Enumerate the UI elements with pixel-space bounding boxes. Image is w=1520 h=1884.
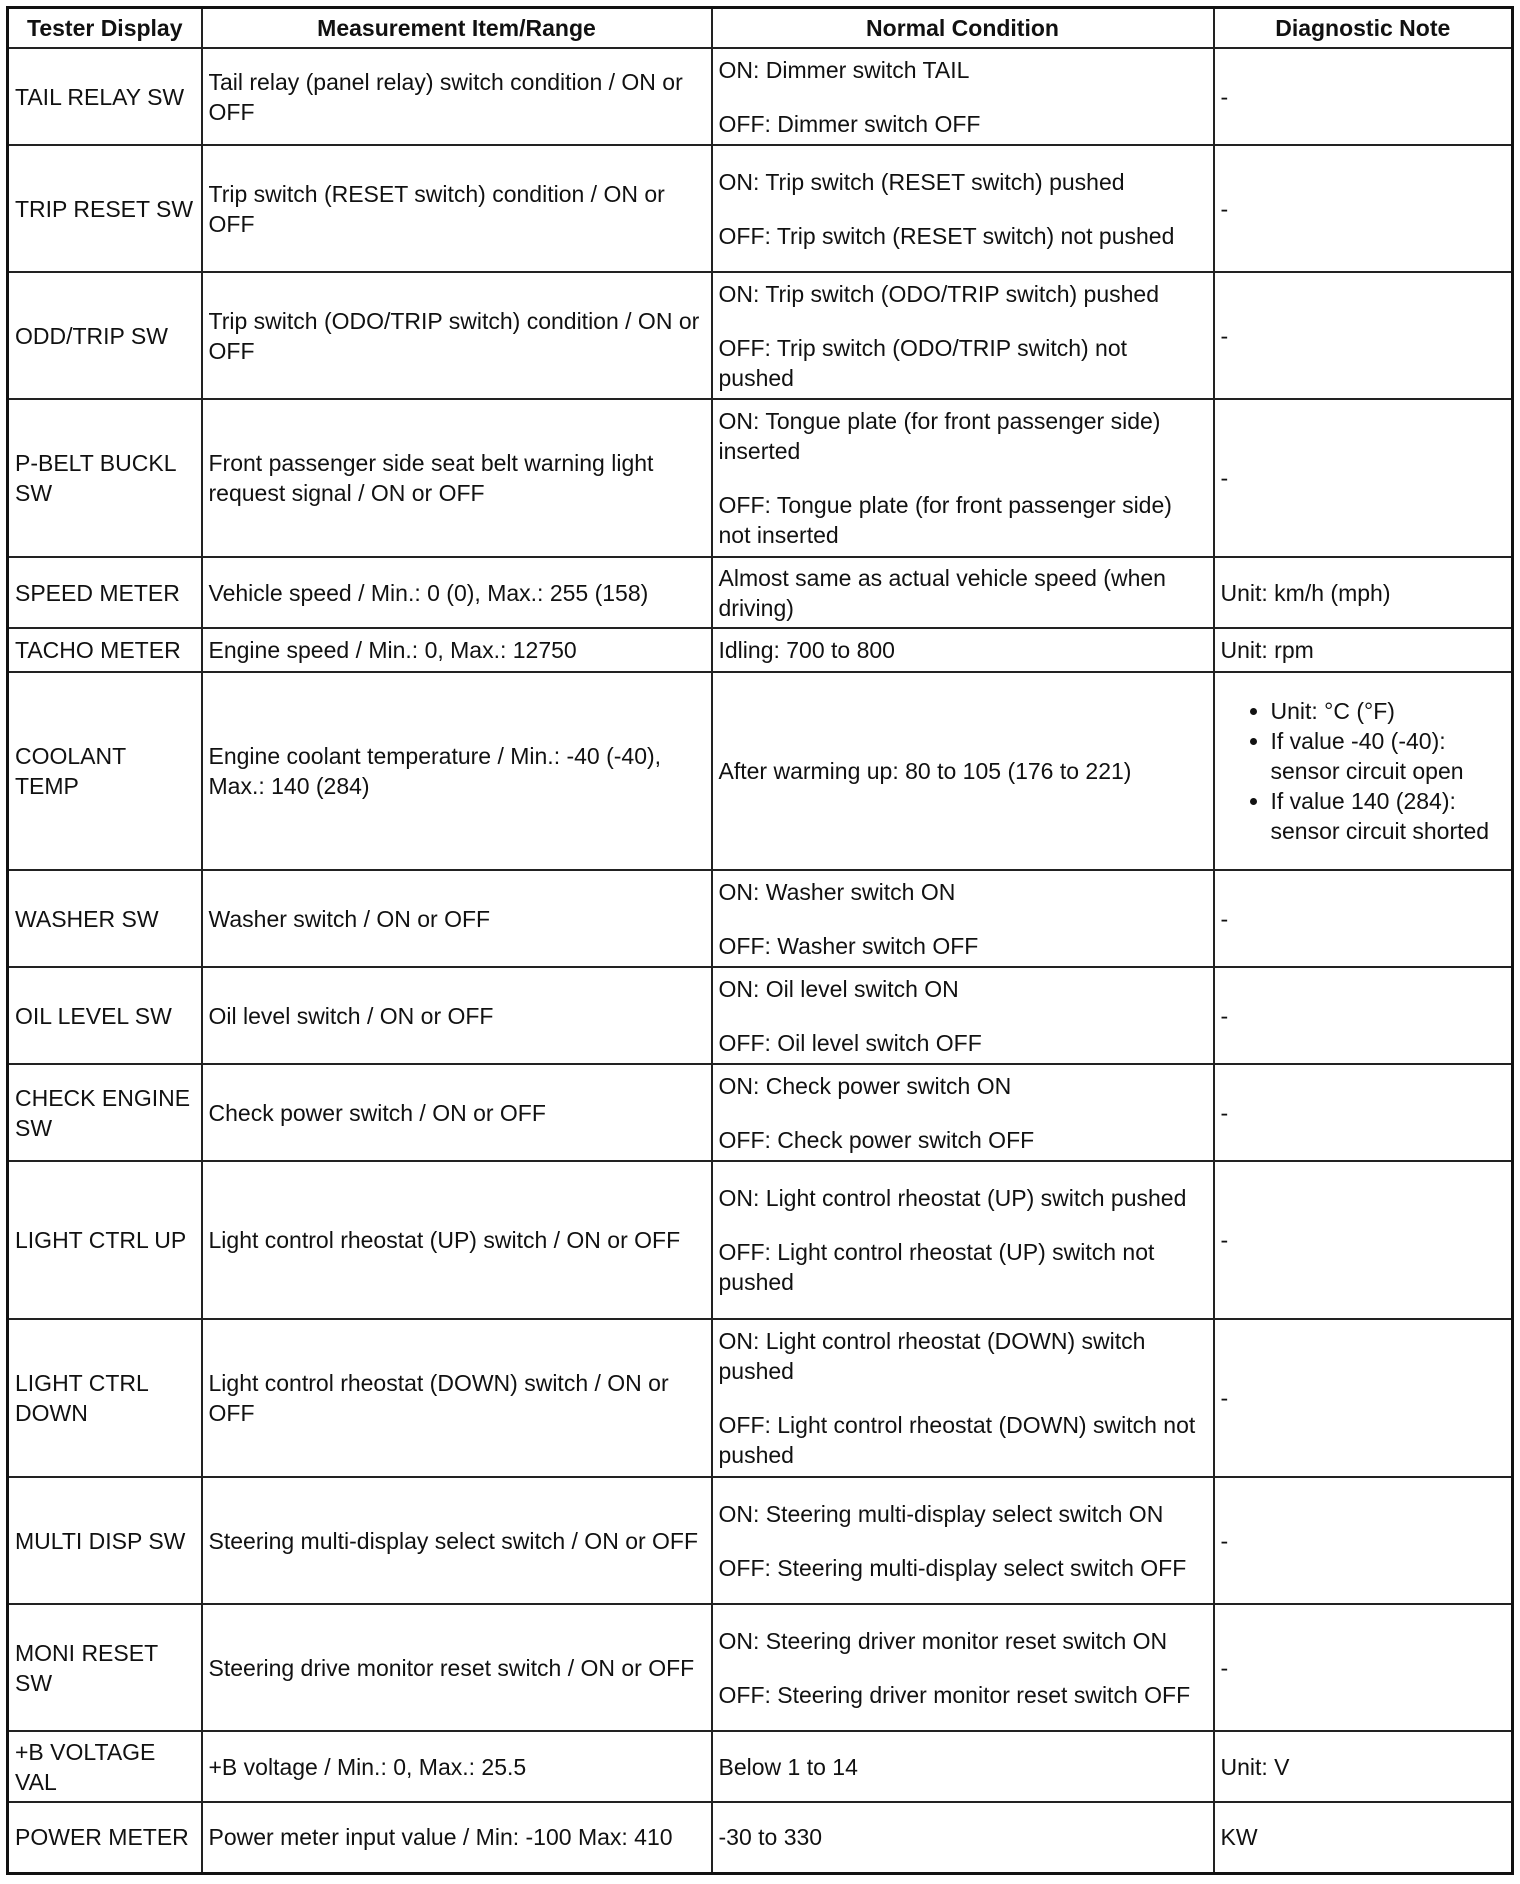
condition-line: Below 1 to 14 — [718, 1753, 858, 1780]
normal-condition-cell — [712, 1161, 1214, 1319]
tester-display-cell: ODD/TRIP SW — [8, 272, 202, 399]
table-row — [8, 1477, 1513, 1604]
table-row — [8, 1731, 1513, 1802]
table-row — [8, 1064, 1513, 1161]
condition-line: ON: Dimmer switch TAIL — [718, 56, 970, 83]
normal-condition-cell — [712, 1604, 1214, 1731]
measurement-item-cell: Steering drive monitor reset switch / ON or OFF — [202, 1604, 712, 1731]
diagnostic-note-cell: - — [1214, 870, 1513, 967]
diagnostic-note-item: • If value 140 (284): sensor circuit shorted — [1271, 786, 1506, 846]
diagnostic-note-cell: - — [1214, 272, 1513, 399]
normal-condition-cell — [712, 1731, 1214, 1802]
condition-line: ON: Steering driver monitor reset switch ON — [718, 1627, 1168, 1654]
diagnostic-note-cell: - — [1214, 1161, 1513, 1319]
normal-condition-cell — [712, 1064, 1214, 1161]
table-row — [8, 870, 1513, 967]
condition-line: ON: Light control rheostat (UP) switch pushed — [718, 1185, 1187, 1211]
normal-condition-cell — [712, 557, 1214, 628]
header-measurement-item: Measurement Item/Range — [202, 8, 712, 49]
condition-line: OFF: Oil level switch OFF — [718, 1029, 982, 1056]
tester-display-cell: OIL LEVEL SW — [8, 967, 202, 1064]
diagnostic-note-cell: - — [1214, 967, 1513, 1064]
table-row — [8, 399, 1513, 557]
diagnostic-note-cell: Unit: km/h (mph) — [1214, 557, 1513, 628]
tester-display-cell: CHECK ENGINE SW — [8, 1064, 202, 1161]
tester-display-cell: LIGHT CTRL DOWN — [8, 1319, 202, 1477]
table-row — [8, 967, 1513, 1064]
condition-line: ON: Check power switch ON — [718, 1072, 1012, 1099]
condition-line: Almost same as actual vehicle speed (when driving) — [718, 564, 1166, 621]
diagnostic-note-cell: - — [1214, 1477, 1513, 1604]
measurement-item-cell: Steering multi-display select switch / ON or OFF — [202, 1477, 712, 1604]
diagnostic-note-cell: KW — [1214, 1802, 1513, 1873]
tester-display-cell: POWER METER — [8, 1802, 202, 1873]
measurement-item-cell: Front passenger side seat belt warning light request signal / ON or OFF — [202, 399, 712, 557]
condition-line: OFF: Trip switch (RESET switch) not pushed — [718, 222, 1175, 249]
tester-display-cell: TACHO METER — [8, 628, 202, 672]
condition-line: Idling: 700 to 800 — [718, 637, 895, 663]
table-row — [8, 557, 1513, 628]
measurement-item-cell: Trip switch (RESET switch) condition / ON or OFF — [202, 145, 712, 272]
table-row — [8, 1319, 1513, 1477]
normal-condition-cell — [712, 145, 1214, 272]
condition-line: ON: Trip switch (ODO/TRIP switch) pushed — [718, 280, 1160, 307]
header-normal-condition: Normal Condition — [712, 8, 1214, 49]
condition-line: OFF: Light control rheostat (UP) switch not pushed — [718, 1239, 1155, 1295]
measurement-item-cell: Washer switch / ON or OFF — [202, 870, 712, 967]
data-list-sheet — [6, 6, 1511, 1878]
normal-condition-cell — [712, 967, 1214, 1064]
normal-condition-cell — [712, 272, 1214, 399]
normal-condition-cell — [712, 1802, 1214, 1873]
normal-condition-cell — [712, 48, 1214, 145]
measurement-item-cell: Tail relay (panel relay) switch condition / ON or OFF — [202, 48, 712, 145]
condition-line: OFF: Tongue plate (for front passenger side) not inserted — [718, 492, 1172, 548]
table-row — [8, 1604, 1513, 1731]
diagnostic-note-cell: - — [1214, 1319, 1513, 1477]
measurement-item-cell: +B voltage / Min.: 0, Max.: 25.5 — [202, 1731, 712, 1802]
table-body — [8, 48, 1513, 1873]
table-row — [8, 628, 1513, 672]
header-tester-display: Tester Display — [8, 8, 202, 49]
normal-condition-cell — [712, 1477, 1214, 1604]
measurement-item-cell: Oil level switch / ON or OFF — [202, 967, 712, 1064]
normal-condition-cell — [712, 672, 1214, 870]
diagnostic-note-cell: - — [1214, 1064, 1513, 1161]
diagnostic-note-cell — [1214, 672, 1513, 870]
condition-line: OFF: Check power switch OFF — [718, 1126, 1035, 1153]
measurement-item-cell: Vehicle speed / Min.: 0 (0), Max.: 255 (158) — [202, 557, 712, 628]
diagnostic-note-item: • Unit: °C (°F) — [1271, 696, 1506, 726]
data-list-table — [6, 6, 1514, 1875]
condition-line: OFF: Light control rheostat (DOWN) switch not pushed — [718, 1412, 1196, 1468]
condition-line: ON: Light control rheostat (DOWN) switch pushed — [718, 1328, 1146, 1384]
condition-line: OFF: Steering driver monitor reset switch OFF — [718, 1681, 1191, 1708]
tester-display-cell: COOLANT TEMP — [8, 672, 202, 870]
measurement-item-cell: Engine coolant temperature / Min.: -40 (-40), Max.: 140 (284) — [202, 672, 712, 870]
table-row — [8, 1802, 1513, 1873]
tester-display-cell: WASHER SW — [8, 870, 202, 967]
tester-display-cell: TAIL RELAY SW — [8, 48, 202, 145]
condition-line: ON: Trip switch (RESET switch) pushed — [718, 168, 1125, 195]
condition-line: ON: Washer switch ON — [718, 878, 956, 905]
tester-display-cell: +B VOLTAGE VAL — [8, 1731, 202, 1802]
table-row — [8, 48, 1513, 145]
condition-line: OFF: Dimmer switch OFF — [718, 110, 981, 137]
tester-display-cell: P-BELT BUCKL SW — [8, 399, 202, 557]
diagnostic-note-list — [1221, 696, 1506, 846]
header-row — [8, 8, 1513, 49]
diagnostic-note-cell: Unit: rpm — [1214, 628, 1513, 672]
table-row — [8, 145, 1513, 272]
header-diagnostic-note: Diagnostic Note — [1214, 8, 1513, 49]
normal-condition-cell — [712, 399, 1214, 557]
condition-line: OFF: Trip switch (ODO/TRIP switch) not pushed — [718, 334, 1128, 391]
condition-line: ON: Oil level switch ON — [718, 975, 959, 1002]
tester-display-cell: SPEED METER — [8, 557, 202, 628]
table-row — [8, 272, 1513, 399]
diagnostic-note-item: • If value -40 (-40): sensor circuit open — [1271, 726, 1506, 786]
diagnostic-note-cell: - — [1214, 1604, 1513, 1731]
tester-display-cell: MULTI DISP SW — [8, 1477, 202, 1604]
table-row — [8, 672, 1513, 870]
measurement-item-cell: Power meter input value / Min: -100 Max: 410 — [202, 1802, 712, 1873]
table-row — [8, 1161, 1513, 1319]
tester-display-cell: MONI RESET SW — [8, 1604, 202, 1731]
diagnostic-note-cell: Unit: V — [1214, 1731, 1513, 1802]
measurement-item-cell: Light control rheostat (DOWN) switch / ON or OFF — [202, 1319, 712, 1477]
condition-line: ON: Tongue plate (for front passenger side) inserted — [718, 408, 1161, 464]
measurement-item-cell: Check power switch / ON or OFF — [202, 1064, 712, 1161]
normal-condition-cell — [712, 628, 1214, 672]
diagnostic-note-cell: - — [1214, 399, 1513, 557]
measurement-item-cell: Light control rheostat (UP) switch / ON or OFF — [202, 1161, 712, 1319]
normal-condition-cell — [712, 1319, 1214, 1477]
normal-condition-cell — [712, 870, 1214, 967]
condition-line: -30 to 330 — [718, 1824, 823, 1851]
measurement-item-cell: Trip switch (ODO/TRIP switch) condition / ON or OFF — [202, 272, 712, 399]
condition-line: OFF: Washer switch OFF — [718, 932, 979, 959]
diagnostic-note-cell: - — [1214, 48, 1513, 145]
tester-display-cell: TRIP RESET SW — [8, 145, 202, 272]
condition-line: After warming up: 80 to 105 (176 to 221) — [718, 758, 1132, 784]
condition-line: OFF: Steering multi-display select switch OFF — [718, 1554, 1187, 1581]
tester-display-cell: LIGHT CTRL UP — [8, 1161, 202, 1319]
measurement-item-cell: Engine speed / Min.: 0, Max.: 12750 — [202, 628, 712, 672]
condition-line: ON: Steering multi-display select switch ON — [718, 1500, 1164, 1527]
diagnostic-note-cell: - — [1214, 145, 1513, 272]
